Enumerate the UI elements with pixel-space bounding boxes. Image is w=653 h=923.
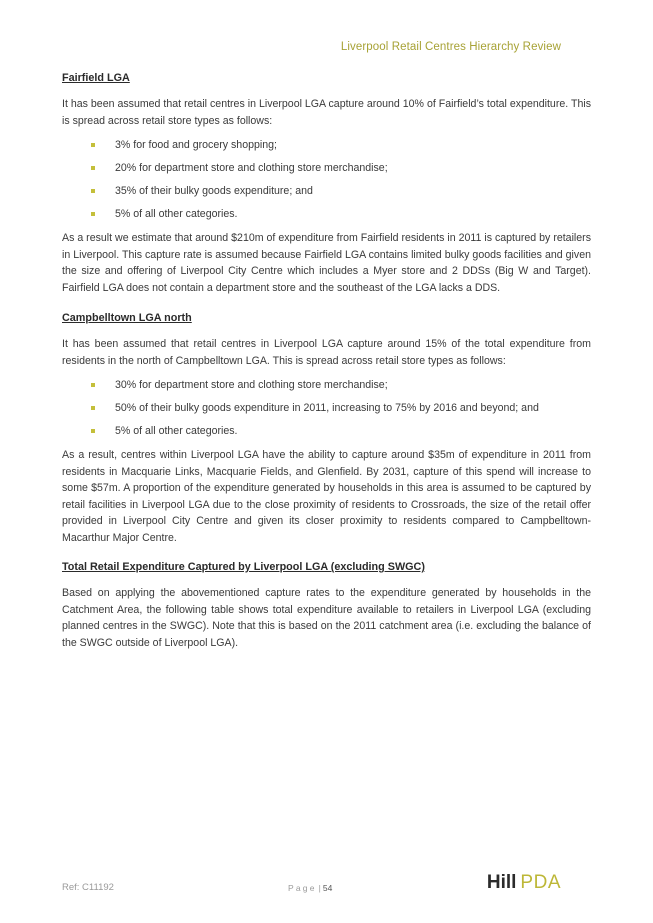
list-item: 30% for department store and clothing store merchandise; — [91, 377, 591, 393]
section-total-expenditure — [62, 559, 591, 651]
square-bullet-icon — [91, 406, 95, 410]
section-intro: It has been assumed that retail centres in Liverpool LGA capture around 10% of Fairfield’s total expenditure. This is spread across retail store types as follows: — [62, 98, 591, 127]
section-heading: Campbelltown LGA north — [62, 312, 192, 324]
square-bullet-icon — [91, 189, 95, 193]
list-item: 50% of their bulky goods expenditure in 2011, increasing to 75% by 2016 and beyond; and — [91, 400, 591, 416]
page-footer — [62, 872, 591, 900]
section-heading: Fairfield LGA — [62, 72, 130, 84]
list-item: 5% of all other categories. — [91, 423, 591, 439]
square-bullet-icon — [91, 143, 95, 147]
list-item: 35% of their bulky goods expenditure; and — [91, 183, 591, 199]
bullet-list — [62, 377, 591, 439]
list-item: 3% for food and grocery shopping; — [91, 137, 591, 153]
section-campbelltown — [62, 310, 591, 546]
square-bullet-icon — [91, 383, 95, 387]
page-number: Page | 54 — [288, 883, 333, 893]
section-paragraph: As a result we estimate that around $210m of expenditure from Fairfield residents in 2011 is captured by retailers in Liverpool. This capture rate is assumed because Fairfield LGA contains limited bulky goods facilities and given the size and offering of Liverpool City Centre which includes a Myer store and 2 DDSs (Big W and Target). Fairfield LGA does not contain a department store and the southeast of the LGA lacks a DDS. — [62, 232, 591, 294]
section-paragraph: Based on applying the abovementioned capture rates to the expenditure generated by households in the Catchment Area, the following table shows total expenditure available to retailers in Liverpool LGA (excluding planned centres in the SWGC). Note that this is based on the 2011 catchment area (i.e. excluding the balance of the SWGC outside of Liverpool LGA). — [62, 587, 591, 649]
hill-pda-logo: Hill PDA — [486, 872, 561, 893]
section-paragraph: As a result, centres within Liverpool LGA have the ability to capture around $35m of expenditure in 2011 from residents in Macquarie Links, Macquarie Fields, and Glenfield. By 2031, capture of this spend will increase to some $57m. A proportion of the expenditure generated by households in this area is assumed to be captured by retail facilities in Liverpool LGA due to the close proximity of residents to Crossroads, the size of the retail offer provided in Liverpool City Centre and given its closer proximity to residents compared to Campbelltown-Macarthur Major Centre. — [62, 449, 591, 544]
square-bullet-icon — [91, 212, 95, 216]
square-bullet-icon — [91, 429, 95, 433]
square-bullet-icon — [91, 166, 95, 170]
section-fairfield — [62, 70, 591, 296]
document-body — [62, 70, 591, 651]
bullet-list — [62, 137, 591, 222]
document-header-title: Liverpool Retail Centres Hierarchy Review — [340, 41, 561, 53]
list-item: 20% for department store and clothing store merchandise; — [91, 160, 591, 176]
section-intro: It has been assumed that retail centres in Liverpool LGA capture around 15% of the total expenditure from residents in the north of Campbelltown LGA. This is spread across retail store types as follows: — [62, 338, 591, 367]
list-item: 5% of all other categories. — [91, 206, 591, 222]
reference-number: Ref: C11192 — [62, 882, 114, 893]
section-heading: Total Retail Expenditure Captured by Liverpool LGA (excluding SWGC) — [62, 561, 425, 573]
